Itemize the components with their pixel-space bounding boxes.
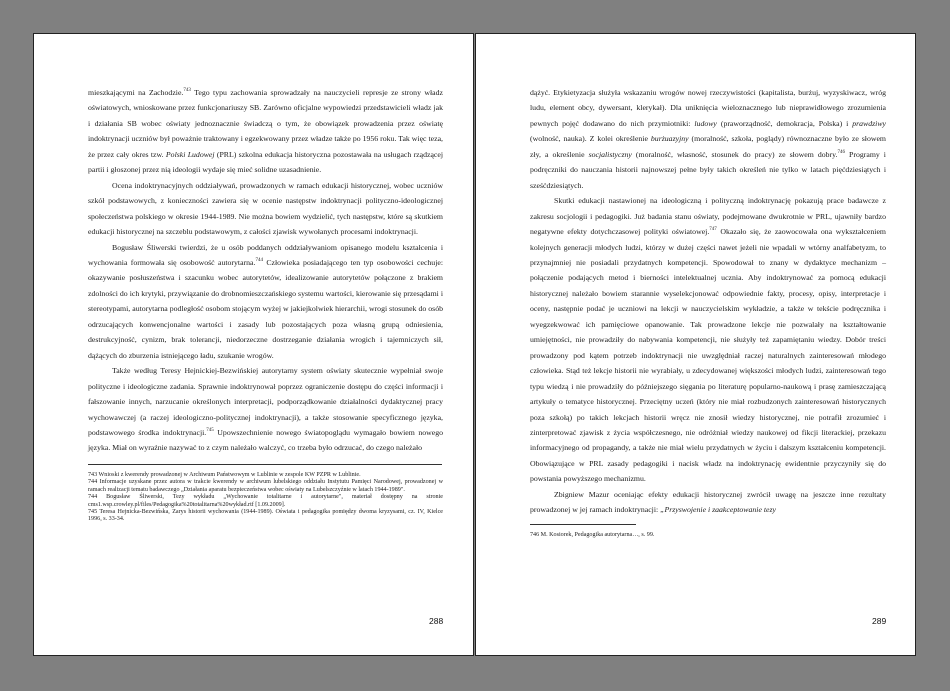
text-run: Zbigniew Mazur oceniając efekty edukacji historycznej zwrócił uwagę na jeszcze inne rezultaty prowadzonej w jej ramach indoktrynacji: (530, 489, 886, 515)
text-run: Programy i podręczniki do nauczania historii najnowszej pełne były takich określeń nie tylko w latach pięćdziesiątych i sześćdziesiątych. (530, 149, 886, 190)
italic-term: Polski Ludowej (165, 149, 215, 159)
italic-term: prawdziwy (852, 118, 887, 128)
right-page-footnotes (530, 532, 886, 539)
footnote-ref: 747 (709, 227, 717, 233)
text-run: Ocena indoktrynacyjnych oddziaływań, prowadzonych w ramach edukacji historycznej, wobec uczniów szkół podstawowych, z konieczności zawiera się w ocenie następstw indoktrynacji polityczno-ideologicznej społeczeństwa polskiego w okresie 1944-1989. Nie można bowiem wydzielić, tych następstw, które są skutkiem edukacji historycznej na szczeblu podstawowym, z całości zjawisk wywołanych procesami indoktrynacji. (88, 180, 443, 237)
text-run: Także według Teresy Hejnickiej-Bezwińskiej autorytarny system oświaty skutecznie wypełniał swoje polityczne i ideologiczne zadania. Sprawnie indoktrynował poprzez ograniczenie dostępu do części informacji i fałszowanie innych, narzucanie określonych interpretacji, podporządkowanie działalności dydaktycznej pracy wychowawczej (a raczej ideologiczno-politycznej indoktrynacji), a także stosowanie specyficznego języka, podstawowego środka indoktrynacji. (88, 366, 443, 437)
italic-term: ludowy (694, 118, 717, 128)
paragraph (88, 240, 443, 364)
page-number-right: 289 (872, 616, 887, 626)
footnote-ref: 743 (183, 88, 191, 93)
text-run: (praworządność, demokracja, Polska) i (716, 118, 853, 128)
text-run: Okazało się, że zaowocowała ona wykształceniem kolejnych generacji młodych ludzi, którzy w dużej części nawet jeżeli nie wpadali w wtórny analfabetyzm, to przynajmniej nie posiadali przydatnych kompetencji. Spowodował to znany w dydaktyce mechanizm – połączenie podających metod i bierności intelektualnej ucznia. Aby indoktrynować za pomocą edukacji historycznej należało bowiem starannie wyselekcjonować odpowiednie fakty, procesy, opisy, interpretacje i oceny, następnie podać je uczniowi na lekcji w nauczycielskim wykładzie, a także w tekście podręcznika i wyegzekwować ich pamięciowe opanowanie. Tak prowadzone lekcje nie pozwalały na kształtowanie umiejętności, nie prowadziły do nabywania kompetencji, nie służyły też zapamiętaniu wiedzy. Dobór treści prowadzony pod kątem potrzeb indoktrynacji nie uwzględniał raczej naturalnych zainteresowań młodego człowieka. Stąd też lekcje historii nie wyrabiały, u zdecydowanej większości młodych ludzi, zainteresowań tego typu wiedzą i nie prowadziły do późniejszego sięgania po literaturę popularno-naukową i prasę zamieszczającą artykuły o tematyce historycznej. Przeciętny uczeń (który nie miał rozbudzonych zainteresowań historycznych poza szkołą) po takich lekcjach historii wręcz nie znosił wiedzy historycznej, nie potrafił zrozumieć i zinterpretować zjawisk z życia współczesnego, nie odróżniał wiedzy naukowej od fikcji literackiej, przekazu informacyjnego od propagandy, a także nie miał wielu przydatnych w życiu i dalszym kształceniu kompetencji. Obowiązujące w PRL zasady pedagogiki i nacisk władz na indoktrynację ewidentnie przyczyniły się do powstania powyższego mechanizmu. (530, 227, 886, 484)
text-run: mieszkającymi na Zachodzie. (88, 88, 184, 97)
paragraph (88, 178, 443, 240)
right-page (475, 33, 916, 656)
text-run: (moralność, własność, stosunek do pracy) ze słowem dobry. (631, 149, 838, 159)
paragraph (530, 487, 886, 518)
right-page-body (530, 85, 886, 518)
left-page-footnotes (88, 472, 443, 524)
italic-term: „Przyswojenie i zaakceptowanie tezy (660, 505, 776, 515)
italic-term: burżuazyjny (650, 134, 689, 144)
footnote-744-b: 744 Bogusław Śliwerski, Tezy wykładu „Wychowanie totalitarne i autorytarne", materiał dostępny na stronie cms1.wsp.crowley.pl/files/Pedagogika%20totalitarna%20wykład.rtf [1.09.2009]. (88, 494, 443, 508)
text-run: Człowieka posiadającego ten typ osobowości cechuje: okazywanie posłuszeństwa i szacunku wobec autorytetów, idealizowanie autorytetów połączone z brakiem zdolności do ich krytyki, przywiązanie do drobnomieszczańskiego systemu wartości, kierowanie się przesądami i stereotypami, autorytarna podległość osobom stojącym wyżej w jakiejkolwiek hierarchii, wrogi stosunek do osób odrzucających konwencjonalne wartości i zasady lub pozostających poza własną grupą odniesienia, destrukcyjność, cynizm, brak tolerancji, niedorzeczne dostrzeganie działania wrogich i tajemniczych sił, dążących do zburzenia istniejącego ładu, szukanie wrogów. (88, 257, 443, 360)
text-run: Tego typu zachowania sprowadzały na nauczycieli represje ze strony władz oświatowych, wnioskowane przez funkcjonariuszy SB. Zarówno oficjalne wypowiedzi przedstawicieli władz jak i działania SB wobec oświaty jednoznacznie świadczą o tym, że obowiązek prowadzenia przez oświatę indoktrynacji uczniów był poważnie traktowany i egzekwowany przez władze także po 1956 roku. Tak więc teza, że przez cały okres tzw. (88, 88, 443, 159)
footnote-ref: 746 (837, 149, 845, 155)
text-run: dążyć. Etykietyzacja służyła wskazaniu wrogów nowej rzeczywistości (kapitalista, burżuj, wyzyskiwacz, wróg ludu, element obcy, dywersant, klerykał). Dla uniknięcia wieloznacznego lub nieprawidłowego zrozumienia pewnych pojęć dodawano do nich przymiotniki: (530, 88, 886, 128)
footnote-745: 745 Teresa Hejnicka-Bezwińska, Zarys historii wychowania (1944-1989). Oświata i pedagogika pomiędzy dwoma kryzysami, cz. IV, Kielce 1996, s. 33-34. (88, 508, 443, 523)
italic-term: socjalistyczny (588, 149, 632, 159)
paragraph (530, 193, 886, 487)
left-page (33, 33, 474, 656)
text-run: Bogusław Śliwerski twierdzi, że u osób poddanych oddziaływaniom opisanego modelu kształcenia i wychowania formowała się osobowość autorytarna. (88, 242, 443, 267)
paragraph (530, 85, 886, 193)
text-run: (moralność, szkoła, poglądy) równoznaczne było ze słowem zły, a określenie (530, 134, 886, 159)
footnote-ref: 745 (206, 427, 214, 433)
page-number-left: 288 (429, 616, 444, 626)
footnote-separator (530, 524, 636, 525)
text-run: (wolność, nauka). Z kolei określenie (530, 134, 651, 144)
footnote-separator (88, 464, 442, 465)
text-run: Skutki edukacji nastawionej na ideologiczną i polityczną indoktrynację pokazują prace badawcze z zakresu socjologii i pedagogiki. Już badania stanu oświaty, podejmowane dwukrotnie w PRL, ujawniły bardzo negatywne efekty dotychczasowej polityki oświatowej. (530, 196, 886, 237)
text-run: (PRL) szkolna edukacja historyczna pozostawała na usługach rządzącej partii i głoszonej przez nią ideologii wydaje się mieć solidne uzasadnienie. (88, 149, 443, 175)
footnote-744-a: 744 Informacje uzyskane przez autora w trakcie kwerendy w archiwum lubelskiego oddziału Instytutu Pamięci Narodowej, prowadzonej w ramach realizacji tematu badawczego „Działania aparatu bezpieczeństwa wobec oświaty na Lubelszczyźnie w latach 1944-1989". (88, 479, 443, 493)
footnote-ref: 744 (255, 257, 263, 263)
paragraph (88, 363, 443, 456)
footnote-746: 746 M. Kosiorek, Pedagogika autorytarna…, s. 99. (530, 531, 655, 538)
text-run: Upowszechnienie nowego światopoglądu wymagało bowiem nowego języka. Miał on wyraźnie nazywać to z czym należało walczyć, co trzeba było odrzucać, do czego należało (88, 427, 444, 453)
footnote-743: 743 Wnioski z kwerendy prowadzonej w Archiwum Państwowym w Lublinie w zespole KW PZPR w Lublinie. (88, 471, 361, 478)
paragraph (88, 85, 443, 178)
left-page-body (88, 85, 443, 456)
